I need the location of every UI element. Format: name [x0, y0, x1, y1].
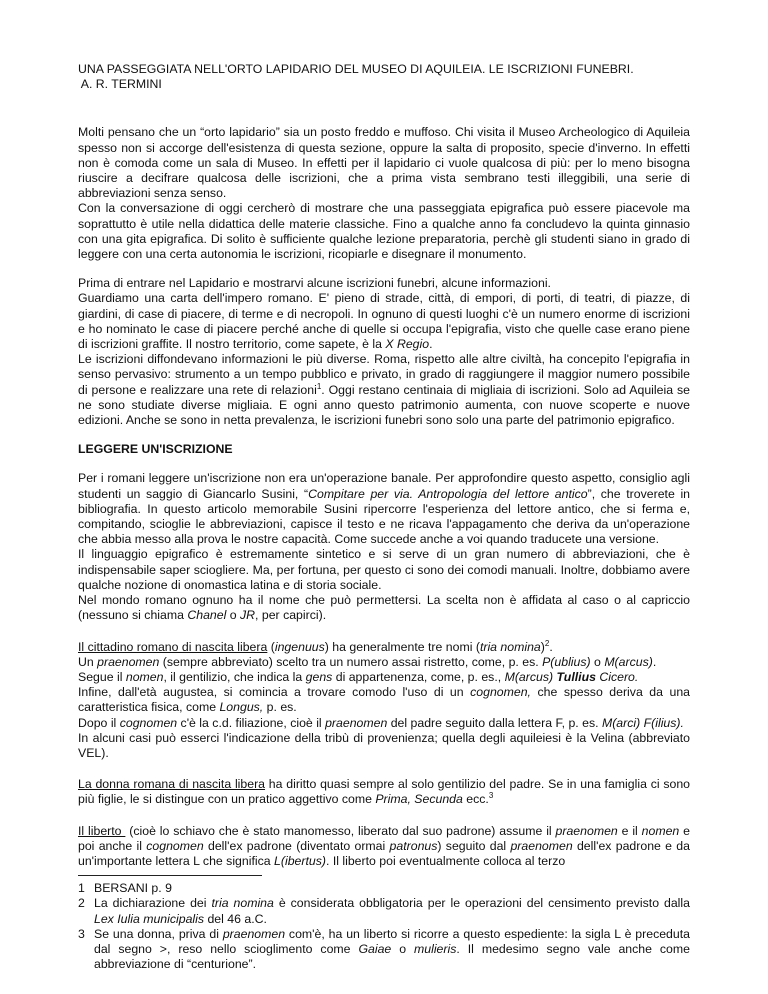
section-paragraph-1: Prima di entrare nel Lapidario e mostrarvi alcune iscrizioni funebri, alcune informazioni.: [78, 276, 551, 291]
text-run: che spesso deriva da una caratteristica fisica, come: [78, 685, 690, 715]
footnote-ref: 1: [316, 381, 322, 391]
emphasis: praenomen: [555, 823, 618, 838]
text-run: Guardiamo una carta dell'impero romano. E' pieno di strade, città, di empori, di porti, di teatri, di piazze, di giardini, di case di piacere, di terme e di necropoli. In ognuno di questi luoghi c'è un numero enorme di iscrizioni e ho nominato le case di piacere perché anche di quelle si occupa l'epigrafia, visto che quelle case erano piene di iscrizioni graffite. Il nostro territorio, come sapete, è la: [78, 291, 690, 352]
text-run: e poi anche il: [78, 823, 690, 853]
text-run: ha diritto quasi sempre al solo gentilizio del padre. Se in una famiglia ci sono più figlie, le si distingue con un pratico aggettivo come: [78, 777, 691, 807]
emphasis: Prima, Secunda: [375, 792, 463, 807]
text-run: Se una donna, priva di: [94, 926, 223, 941]
emphasis: patronus: [389, 838, 438, 853]
emphasis: JR: [240, 608, 256, 623]
citizen-paragraph-2: [78, 655, 690, 670]
emphasis: P(ublius): [542, 654, 591, 669]
section-paragraph-3: [78, 352, 690, 428]
intro-paragraph-1: Molti pensano che un “orto lapidario” sia un posto freddo e muffoso. Chi visita il Museo Archeologico di Aquileia spesso non si accorge dell'esistenza di questa sezione, oppure la salta di proposito, specie d'inverno. In effetti non è comoda come un sala di Museo. In effetti per il lapidario ci vuole qualcosa di più: per lo meno bisogna riuscire a decifrare qualcosa delle iscrizioni, che a prima vista sembrano testi illeggibili, una serie di abbreviazioni senza senso.: [78, 125, 690, 201]
title-text: UNA PASSEGGIATA NELL'ORTO LAPIDARIO DEL MUSEO DI AQUILEIA. LE ISCRIZIONI FUNEBRI.: [78, 62, 634, 76]
text-run: ”, che troverete in bibliografia. In questo articolo memorabile Susini ripercorre l'esperienza del lettore antico, che si ferma e, compitando, scioglie le abbreviazioni, capisce il testo e ne ricava l'appagamento che deriva da un'operazione che abbia messo alla prova le nostre capacità. Come succede anche a voi quando traducete una versione.: [78, 486, 691, 547]
footnote-number: 3: [78, 926, 85, 941]
emphasis: M(arcus): [604, 654, 653, 669]
text-run: Segue il: [78, 669, 126, 684]
emphasis: praenomen: [325, 715, 388, 730]
freedman-paragraph: [78, 824, 690, 870]
emphasis: Chanel: [187, 608, 227, 623]
emphasis: Longus,: [219, 700, 264, 715]
emphasis: X Regio: [385, 337, 430, 352]
section-paragraph-2: [78, 291, 690, 352]
footnote-3: [78, 927, 690, 973]
text-run: dell'ex padrone e da un'importante lettera L che significa: [78, 838, 690, 868]
citizen-paragraph-3: [78, 670, 690, 685]
text-run: . Oggi restano centinaia di migliaia di iscrizioni. Solo ad Aquileia se ne sono studiate diverse migliaia. E ogni anno questo patrimonio aumenta, con nuove scoperte e nuove edizioni. Anche se sono in netta prevalenza, le iscrizioni funebri sono solo una parte del patrimonio epigrafico.: [78, 382, 690, 428]
emphasis: Cicero.: [599, 669, 639, 684]
footnote-2: [78, 896, 690, 926]
footnote-text: [94, 927, 690, 973]
emphasis: tria nomina: [479, 639, 541, 654]
emphasis: M(arci) F(ilius).: [601, 715, 684, 730]
citizen-paragraph-6: In alcuni casi può esserci l'indicazione della tribù di provenienza; quella degli aquileiesi è la Velina (abbreviato VEL).: [78, 730, 690, 760]
emphasis: gens: [305, 669, 333, 684]
text-run: o: [590, 654, 605, 669]
text-run: dell'ex padrone (diventato ormai: [203, 838, 390, 853]
document-title: [78, 62, 690, 92]
citizen-paragraph-1: [78, 640, 690, 655]
footnote-text: BERSANI p. 9: [94, 881, 172, 896]
underlined-term: Il liberto: [78, 823, 126, 838]
text-run: . Il medesimo segno vale anche come abbreviazione di “centurione”.: [94, 941, 690, 972]
emphasis: praenomen: [222, 926, 286, 941]
emphasis: praenomen: [510, 838, 573, 853]
underlined-term: La donna romana di nascita libera: [78, 777, 266, 792]
footnote-1: [78, 881, 690, 896]
footnote-number: 2: [78, 896, 85, 911]
text-run: (: [267, 639, 275, 654]
underlined-term: Il cittadino romano di nascita libera: [78, 639, 268, 654]
text-run: .: [429, 337, 433, 352]
text-run: è considerata obbligatoria per le operazioni del censimento previsto dalla: [273, 896, 690, 911]
text-run: .: [652, 654, 657, 669]
text-run: com'è, ha un liberto si ricorre a questo espediente: la sigla L è preceduta dal segno >, reso nello scioglimento come: [94, 926, 690, 956]
text-run: ): [540, 639, 545, 654]
text-run: di appartenenza, come, p. es.,: [332, 669, 505, 684]
footnote-text: [94, 896, 690, 926]
text-run: (sempre abbreviato) scelto tra un numero assai ristretto, come, p. es.: [159, 654, 543, 669]
text-run: o: [226, 608, 241, 623]
text-run: del 46 a.C.: [204, 911, 267, 926]
emphasis: Lex Iulia municipalis: [94, 911, 205, 926]
text-run: Le iscrizioni diffondevano informazioni le più diverse. Roma, rispetto alle altre civiltà, ha concepito l'epigrafia in senso pervasivo: strumento a un tempo pubblico e privato, in grado di raggiungere il maggior numero possibile di persone e realizzare una rete di relazioni: [78, 352, 690, 397]
text-run: e il: [617, 823, 642, 838]
emphasis: mulieris: [414, 941, 457, 956]
footnote-number: 1: [78, 881, 85, 896]
emphasis: cognomen: [146, 838, 204, 853]
footnote-ref: 3: [488, 791, 494, 801]
text-run: Un: [78, 654, 98, 669]
text-run: (cioè lo schiavo che è stato manomesso, liberato dal suo padrone) assume il: [125, 823, 556, 838]
text-run: . Il liberto poi eventualmente colloca al terzo: [325, 853, 566, 868]
text-run: Nel mondo romano ognuno ha il nome che può permettersi. La scelta non è affidata al caso o al capriccio (nessuno si chiama: [78, 593, 690, 623]
text-run: ) seguito dal: [437, 838, 511, 853]
text-run: Dopo il: [78, 715, 120, 730]
text-run: , il gentilizio, che indica la: [163, 669, 306, 684]
emphasis: cognomen: [119, 715, 178, 730]
citizen-paragraph-5: [78, 716, 690, 731]
emphasis: tria nomina: [211, 896, 274, 911]
bold-emphasis: Tullius: [556, 669, 596, 684]
emphasis: cognomen,: [470, 685, 531, 700]
emphasis: nomen: [125, 669, 164, 684]
emphasis: nomen: [641, 823, 680, 838]
text-run: Infine, dall'età augustea, si comincia a trovare comodo l'uso di un: [78, 685, 471, 700]
text-run: , per capirci).: [255, 608, 327, 623]
footnote-separator: [78, 875, 262, 876]
reading-paragraph-1: [78, 471, 690, 547]
text-run: p. es.: [263, 700, 297, 715]
emphasis: L(ibertus): [274, 853, 326, 868]
text-run: ecc.: [462, 792, 489, 807]
emphasis: ingenuus: [274, 639, 325, 654]
intro-paragraph-2: Con la conversazione di oggi cercherò di mostrare che una passeggiata epigrafica può essere piacevole ma soprattutto è utile nella didattica delle materie classiche. Fino a qualche anno fa concludevo la quinta ginnasio con una gita epigrafica. Di solito è sufficiente qualche lezione preparatoria, perchè gli studenti siano in grado di leggere con una certa autonomia le iscrizioni, ricopiarle e disegnare il monumento.: [78, 201, 690, 262]
text-run: c'è la c.d. filiazione, cioè il: [177, 715, 326, 730]
emphasis: Gaiae: [358, 941, 392, 956]
citizen-paragraph-4: [78, 685, 690, 715]
text-run: ) ha generalmente tre nomi (: [324, 639, 480, 654]
text-run: del padre seguito dalla lettera F, p. es.: [387, 715, 602, 730]
footnote-ref: 2: [544, 638, 550, 648]
text-run: Per i romani leggere un'iscrizione non era un'operazione banale. Per approfondire questo aspetto, consiglio agli studenti un saggio di Giancarlo Susini, “: [78, 471, 690, 501]
emphasis: M(arcus): [504, 669, 554, 684]
text-run: o: [391, 941, 415, 956]
book-title: Compitare per via. Antropologia del lettore antico: [308, 486, 588, 501]
woman-paragraph: [78, 777, 690, 807]
text-run: La dichiarazione dei: [94, 896, 212, 911]
document-page: [78, 62, 690, 972]
author-name: A. R. TERMINI: [78, 77, 162, 92]
reading-paragraph-3: [78, 593, 690, 623]
section-heading: LEGGERE UN'ISCRIZIONE: [78, 442, 233, 457]
text-run: .: [549, 639, 553, 654]
reading-paragraph-2: Il linguaggio epigrafico è estremamente sintetico e si serve di un gran numero di abbreviazioni, che è indispensabile saper sciogliere. Ma, per fortuna, per questo ci sono dei comodi manuali. Inoltre, dobbiamo avere qualche nozione di onomastica latina e di storia sociale.: [78, 547, 690, 592]
emphasis: praenomen: [97, 654, 160, 669]
